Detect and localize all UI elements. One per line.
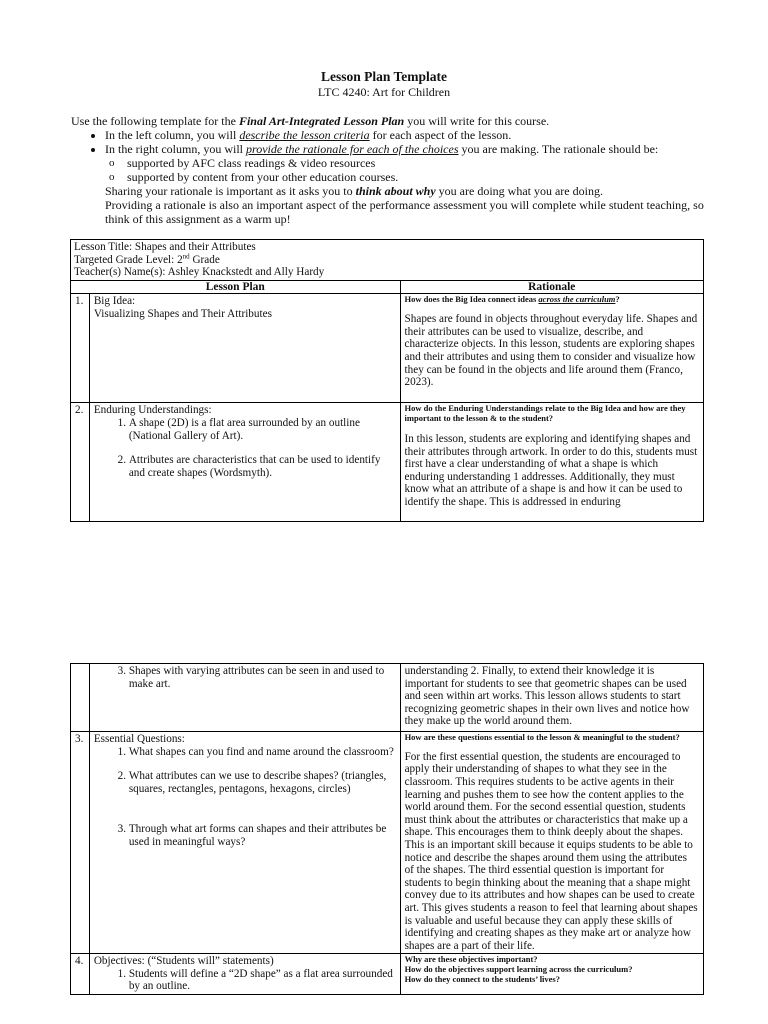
grade-post: Grade <box>189 253 220 266</box>
table-row <box>71 732 704 954</box>
note1-post: you are doing what you are doing. <box>435 184 603 198</box>
question-pre: How does the Big Idea connect ideas <box>404 294 539 305</box>
rationale-cell <box>400 664 703 732</box>
lesson-title: Lesson Title: Shapes and their Attributes <box>74 241 256 253</box>
bullet2-emphasis: provide the rationale for each of the choices <box>245 142 459 156</box>
list-item: 2. Attributes are characteristics that can be used to identify and create shapes (Wordsmyth). <box>129 454 396 479</box>
note1-emphasis: think about why <box>355 184 436 198</box>
table-row <box>71 403 704 522</box>
rationale-answer: understanding 2. Finally, to extend their knowledge it is important for students to see that geometric shapes can be used and seen within art works. This lesson allows students to start recognizing geometric shapes in their own lives and notice how they make up the world around them. <box>404 665 690 728</box>
objectives-list <box>94 968 396 993</box>
lesson-plan-table-continued <box>70 663 704 995</box>
page-subtitle: LTC 4240: Art for Children <box>317 85 451 99</box>
bullet1-pre: In the left column, you will <box>105 128 240 142</box>
list-item: 1. A shape (2D) is a flat area surrounded by an outline (National Gallery of Art). <box>129 417 396 442</box>
grade-sup: nd <box>182 251 190 260</box>
note1-pre: Sharing your rationale is important as it asks you to <box>105 184 356 198</box>
rationale-question <box>405 295 699 305</box>
enduring-list-continued <box>94 665 396 690</box>
table-row <box>71 954 704 995</box>
section-label: Enduring Understandings: <box>93 404 212 417</box>
rationale-cell <box>400 403 703 522</box>
rationale-sub-item: o supported by AFC class readings & video resources <box>127 156 711 170</box>
instruction-list <box>71 128 711 184</box>
page-title: Lesson Plan Template <box>320 69 448 84</box>
row-number: 2. <box>71 403 90 522</box>
bullet1-emphasis: describe the lesson criteria <box>239 128 370 142</box>
rationale-cell <box>400 954 703 995</box>
grade-pre: Targeted Grade Level: 2 <box>74 253 183 266</box>
list-item: 2. What attributes can we use to describe shapes? (triangles, squares, rectangles, pentagons, hexagons, circles) <box>129 770 396 795</box>
instruction-left-column <box>105 128 711 142</box>
instruction-right-column <box>105 142 711 184</box>
rationale-question: Why are these objectives important? <box>404 954 538 965</box>
section-label: Objectives: (“Students will” statements) <box>93 955 274 968</box>
plan-cell <box>89 403 400 522</box>
lesson-plan-header: Lesson Plan <box>71 280 401 294</box>
big-idea-text: Visualizing Shapes and Their Attributes <box>93 307 272 320</box>
list-item: 3. Through what art forms can shapes and their attributes be used in meaningful ways? <box>129 823 396 848</box>
section-label: Essential Questions: <box>93 733 185 745</box>
table-row <box>71 294 704 403</box>
lesson-plan-table <box>70 239 704 522</box>
plan-cell <box>89 954 400 995</box>
list-item: 3. Shapes with varying attributes can be seen in and used to make art. <box>129 665 396 690</box>
plan-cell <box>89 664 400 732</box>
rationale-cell <box>400 732 703 954</box>
rationale-question: How do they connect to the students’ lives? <box>404 973 560 984</box>
intro-prefix: Use the following template for the <box>71 114 239 128</box>
meta-cell <box>71 240 704 281</box>
table-row <box>71 664 704 732</box>
rationale-question: How do the objectives support learning across the curriculum? <box>404 964 633 975</box>
header-row <box>71 280 704 294</box>
rationale-answer: Shapes are found in objects throughout everyday life. Shapes and their attributes can be used to visualize, describe, and characterize objects. In this lesson, students are exploring shapes and their attributes and using them to consider and visualize how they can be found in the objects and life around them (Franco, 2023). <box>404 313 698 389</box>
question-emphasis: across the curriculum <box>538 294 616 305</box>
section-label: Big Idea: <box>93 295 136 308</box>
intro-line <box>71 114 711 128</box>
rationale-cell <box>400 294 703 403</box>
list-item: 1. Students will define a “2D shape” as a flat area surrounded by an outline. <box>129 968 396 993</box>
rationale-sublist <box>105 156 711 184</box>
essential-questions-list <box>94 746 396 849</box>
rationale-clip <box>405 404 699 518</box>
rationale-header: Rationale <box>400 280 703 294</box>
intro-emphasis: Final Art-Integrated Lesson Plan <box>238 114 405 128</box>
intro-suffix: you will write for this course. <box>404 114 550 128</box>
list-item: 1. What shapes can you find and name around the classroom? <box>129 746 396 759</box>
question-post: ? <box>615 294 620 305</box>
bullet1-post: for each aspect of the lesson. <box>369 128 512 142</box>
row-number: 3. <box>71 732 90 954</box>
rationale-sub-item: o supported by content from your other education courses. <box>127 170 711 184</box>
enduring-list <box>94 417 396 479</box>
instructions <box>71 114 711 226</box>
plan-cell <box>89 294 400 403</box>
meta-row <box>71 240 704 281</box>
rationale-answer: For the first essential question, the students are encouraged to apply their understanding of shapes to what they see in the classroom. This requires students to be active agents in their learning and pushes them to see how the content applies to the world around them. For the second essential question, students must think about the attributes or characteristics that make up a shape. This encourages them to think deeply about the shapes. This is an important skill because it equips students to be able to notice and describe the shapes around them using the attributes of the shapes. The third essential question is important for students to begin thinking about the meaning that a shape might convey due to its attributes and how shapes can be used to create art. This gives students a reason to feel that learning about shapes is valuable and useful because they can apply these skills of identifying and creating shapes as they make art or analyze how shapes are a part of their life. <box>404 750 698 952</box>
plan-cell <box>89 732 400 954</box>
teacher-names: Teacher(s) Name(s): Ashley Knackstedt and Ally Hardy <box>74 266 325 279</box>
note-why <box>71 184 711 198</box>
row-number <box>71 664 90 732</box>
note-warmup: Providing a rationale is also an important aspect of the performance assessment you will complete while student teaching, so think of this assignment as a warm up! <box>105 198 704 226</box>
grade-level <box>74 251 700 267</box>
rationale-question: How do the Enduring Understandings relate to the Big Idea and how are they important to the lesson & to the student? <box>404 404 686 424</box>
row-number: 1. <box>71 294 90 403</box>
bullet2-pre: In the right column, you will <box>105 142 246 156</box>
rationale-answer: In this lesson, students are exploring and identifying shapes and their attributes through artwork. In order to do this, students must first have a clear understanding of what a shape is which enduring understanding 1 addresses. Additionally, they must know what an attribute of a shape is and how it can be used to identify the shape. This is addressed in enduring <box>404 432 698 508</box>
row-number: 4. <box>71 954 90 995</box>
bullet2-post: you are making. The rationale should be: <box>458 142 659 156</box>
rationale-question: How are these questions essential to the lesson & meaningful to the student? <box>404 732 680 742</box>
